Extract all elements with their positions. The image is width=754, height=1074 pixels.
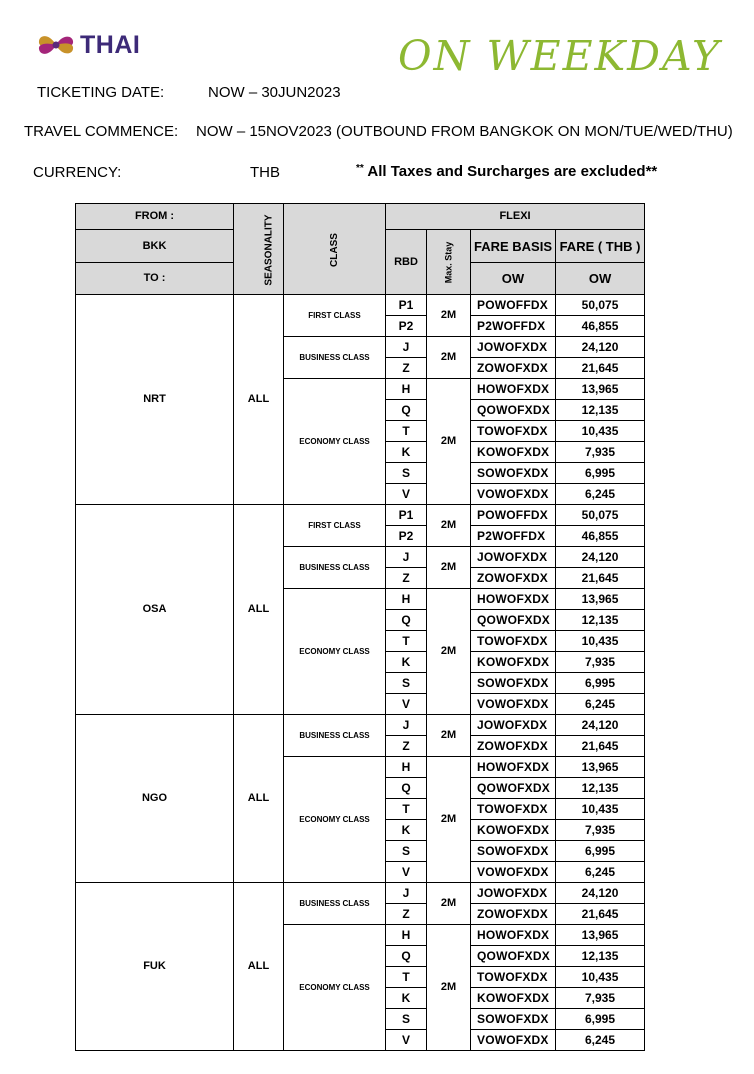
fare-basis-cell: VOWOFXDX — [471, 1030, 556, 1051]
rbd-cell: Q — [386, 400, 427, 421]
max-stay-cell: 2M — [427, 547, 471, 589]
rbd-cell: T — [386, 421, 427, 442]
fare-cell: 10,435 — [556, 967, 645, 988]
rbd-cell: V — [386, 1030, 427, 1051]
rbd-cell: T — [386, 799, 427, 820]
seasonality-cell: ALL — [234, 883, 284, 1051]
rbd-cell: J — [386, 337, 427, 358]
fare-basis-cell: JOWOFXDX — [471, 883, 556, 904]
class-cell: ECONOMY CLASS — [284, 379, 386, 505]
fare-header: FARE ( THB ) — [556, 230, 645, 263]
thai-orchid-icon — [36, 30, 76, 60]
max-stay-cell: 2M — [427, 925, 471, 1051]
rbd-cell: K — [386, 988, 427, 1009]
thai-logo — [36, 28, 140, 62]
rbd-cell: S — [386, 673, 427, 694]
fare-cell: 24,120 — [556, 337, 645, 358]
max-stay-cell: 2M — [427, 757, 471, 883]
fare-basis-cell: JOWOFXDX — [471, 547, 556, 568]
fare-basis-cell: POWOFFDX — [471, 505, 556, 526]
rbd-cell: Z — [386, 568, 427, 589]
fare-basis-cell: HOWOFXDX — [471, 589, 556, 610]
rbd-cell: S — [386, 463, 427, 484]
class-cell: BUSINESS CLASS — [284, 883, 386, 925]
rbd-cell: J — [386, 547, 427, 568]
fare-basis-cell: VOWOFXDX — [471, 484, 556, 505]
fare-cell: 13,965 — [556, 925, 645, 946]
fare-row — [76, 505, 645, 526]
fare-cell: 13,965 — [556, 379, 645, 400]
max-stay-cell: 2M — [427, 715, 471, 757]
rbd-cell: J — [386, 715, 427, 736]
fare-cell: 50,075 — [556, 295, 645, 316]
rbd-cell: Z — [386, 736, 427, 757]
fare-row — [76, 295, 645, 316]
fare-basis-cell: KOWOFXDX — [471, 652, 556, 673]
rbd-cell: S — [386, 1009, 427, 1030]
fare-cell: 13,965 — [556, 757, 645, 778]
seasonality-cell: ALL — [234, 295, 284, 505]
fare-cell: 21,645 — [556, 568, 645, 589]
fare-cell: 46,855 — [556, 316, 645, 337]
fare-cell: 21,645 — [556, 904, 645, 925]
fare-basis-cell: TOWOFXDX — [471, 799, 556, 820]
rbd-cell: V — [386, 484, 427, 505]
fare-row — [76, 883, 645, 904]
rbd-cell: P1 — [386, 295, 427, 316]
fare-basis-cell: TOWOFXDX — [471, 421, 556, 442]
fare-cell: 6,245 — [556, 1030, 645, 1051]
class-cell: BUSINESS CLASS — [284, 547, 386, 589]
fare-cell: 12,135 — [556, 778, 645, 799]
rbd-cell: H — [386, 925, 427, 946]
fare-cell: 7,935 — [556, 442, 645, 463]
class-cell: BUSINESS CLASS — [284, 715, 386, 757]
ticketing-date-label: TICKETING DATE: — [37, 84, 165, 101]
fare-cell: 12,135 — [556, 946, 645, 967]
seasonality-label: SEASONALITY — [263, 213, 275, 286]
fare-basis-cell: P2WOFFDX — [471, 526, 556, 547]
fare-basis-cell: TOWOFXDX — [471, 631, 556, 652]
rbd-cell: J — [386, 883, 427, 904]
rbd-cell: H — [386, 589, 427, 610]
fare-basis-ow-header: OW — [471, 263, 556, 295]
to-label: TO : — [76, 263, 234, 295]
rbd-cell: K — [386, 442, 427, 463]
fare-basis-cell: HOWOFXDX — [471, 757, 556, 778]
fare-basis-cell: SOWOFXDX — [471, 673, 556, 694]
class-cell: ECONOMY CLASS — [284, 925, 386, 1051]
travel-commence-label: TRAVEL COMMENCE: — [24, 123, 179, 140]
fare-row — [76, 715, 645, 736]
destination-cell: FUK — [76, 883, 234, 1051]
fare-table — [75, 203, 645, 1051]
class-cell: ECONOMY CLASS — [284, 757, 386, 883]
currency-label: CURRENCY: — [33, 164, 122, 181]
fare-cell: 24,120 — [556, 883, 645, 904]
tax-note-text: All Taxes and Surcharges are excluded** — [367, 163, 658, 180]
rbd-header: RBD — [386, 230, 427, 295]
fare-cell: 6,245 — [556, 862, 645, 883]
class-cell: FIRST CLASS — [284, 295, 386, 337]
rbd-cell: T — [386, 631, 427, 652]
max-stay-cell: 2M — [427, 295, 471, 337]
fare-cell: 24,120 — [556, 547, 645, 568]
fare-basis-cell: VOWOFXDX — [471, 694, 556, 715]
fare-cell: 6,995 — [556, 841, 645, 862]
currency-value: THB — [250, 164, 280, 181]
fare-basis-cell: QOWOFXDX — [471, 946, 556, 967]
fare-basis-cell: P2WOFFDX — [471, 316, 556, 337]
fare-cell: 12,135 — [556, 610, 645, 631]
rbd-cell: H — [386, 757, 427, 778]
fare-cell: 6,995 — [556, 673, 645, 694]
destination-cell: NGO — [76, 715, 234, 883]
fare-basis-header: FARE BASIS — [471, 230, 556, 263]
fare-cell: 10,435 — [556, 799, 645, 820]
fare-cell: 21,645 — [556, 358, 645, 379]
max-stay-cell: 2M — [427, 505, 471, 547]
rbd-cell: Q — [386, 778, 427, 799]
ticketing-date-value: NOW – 30JUN2023 — [208, 84, 341, 101]
fare-cell: 6,995 — [556, 463, 645, 484]
fare-ow-header: OW — [556, 263, 645, 295]
fare-cell: 24,120 — [556, 715, 645, 736]
max-stay-cell: 2M — [427, 337, 471, 379]
class-label: CLASS — [328, 232, 340, 267]
fare-cell: 6,245 — [556, 484, 645, 505]
fare-basis-cell: KOWOFXDX — [471, 820, 556, 841]
tax-note — [356, 163, 657, 180]
headline: ON WEEKDAY — [398, 32, 722, 80]
fare-cell: 6,245 — [556, 694, 645, 715]
class-cell: ECONOMY CLASS — [284, 589, 386, 715]
brand-name: THAI — [80, 30, 141, 59]
rbd-cell: Z — [386, 904, 427, 925]
fare-cell: 46,855 — [556, 526, 645, 547]
fare-basis-cell: QOWOFXDX — [471, 778, 556, 799]
fare-basis-cell: VOWOFXDX — [471, 862, 556, 883]
origin-cell: BKK — [76, 230, 234, 263]
max-stay-label: Max. Stay — [443, 241, 453, 283]
fare-cell: 7,935 — [556, 820, 645, 841]
rbd-cell: K — [386, 820, 427, 841]
seasonality-header — [234, 204, 284, 295]
fare-basis-cell: ZOWOFXDX — [471, 904, 556, 925]
fare-basis-cell: ZOWOFXDX — [471, 568, 556, 589]
max-stay-cell: 2M — [427, 589, 471, 715]
seasonality-cell: ALL — [234, 715, 284, 883]
fare-cell: 10,435 — [556, 631, 645, 652]
rbd-cell: H — [386, 379, 427, 400]
seasonality-cell: ALL — [234, 505, 284, 715]
rbd-cell: V — [386, 694, 427, 715]
fare-cell: 12,135 — [556, 400, 645, 421]
fare-basis-cell: SOWOFXDX — [471, 1009, 556, 1030]
fare-cell: 50,075 — [556, 505, 645, 526]
fare-basis-cell: QOWOFXDX — [471, 610, 556, 631]
fare-basis-cell: ZOWOFXDX — [471, 736, 556, 757]
rbd-cell: Q — [386, 946, 427, 967]
fare-basis-cell: ZOWOFXDX — [471, 358, 556, 379]
fare-cell: 6,995 — [556, 1009, 645, 1030]
fare-basis-cell: KOWOFXDX — [471, 442, 556, 463]
fare-cell: 21,645 — [556, 736, 645, 757]
rbd-cell: P2 — [386, 316, 427, 337]
fare-basis-cell: QOWOFXDX — [471, 400, 556, 421]
fare-basis-cell: SOWOFXDX — [471, 841, 556, 862]
fare-basis-cell: KOWOFXDX — [471, 988, 556, 1009]
rbd-cell: T — [386, 967, 427, 988]
from-label: FROM : — [76, 204, 234, 230]
rbd-cell: P2 — [386, 526, 427, 547]
rbd-cell: P1 — [386, 505, 427, 526]
travel-commence-value: NOW – 15NOV2023 (OUTBOUND FROM BANGKOK ON MON/TUE/WED/THU) — [196, 123, 733, 140]
class-cell: BUSINESS CLASS — [284, 337, 386, 379]
destination-cell: OSA — [76, 505, 234, 715]
max-stay-header — [427, 230, 471, 295]
class-cell: FIRST CLASS — [284, 505, 386, 547]
fare-basis-cell: HOWOFXDX — [471, 379, 556, 400]
rbd-cell: K — [386, 652, 427, 673]
rbd-cell: V — [386, 862, 427, 883]
rbd-cell: Z — [386, 358, 427, 379]
tax-note-stars: ** — [356, 163, 364, 174]
fare-cell: 10,435 — [556, 421, 645, 442]
fare-basis-cell: HOWOFXDX — [471, 925, 556, 946]
rbd-cell: Q — [386, 610, 427, 631]
destination-cell: NRT — [76, 295, 234, 505]
fare-cell: 7,935 — [556, 652, 645, 673]
fare-cell: 7,935 — [556, 988, 645, 1009]
max-stay-cell: 2M — [427, 883, 471, 925]
fare-basis-cell: POWOFFDX — [471, 295, 556, 316]
flexi-header: FLEXI — [386, 204, 645, 230]
class-header — [284, 204, 386, 295]
rbd-cell: S — [386, 841, 427, 862]
fare-basis-cell: JOWOFXDX — [471, 715, 556, 736]
fare-basis-cell: JOWOFXDX — [471, 337, 556, 358]
fare-basis-cell: SOWOFXDX — [471, 463, 556, 484]
fare-basis-cell: TOWOFXDX — [471, 967, 556, 988]
fare-cell: 13,965 — [556, 589, 645, 610]
max-stay-cell: 2M — [427, 379, 471, 505]
